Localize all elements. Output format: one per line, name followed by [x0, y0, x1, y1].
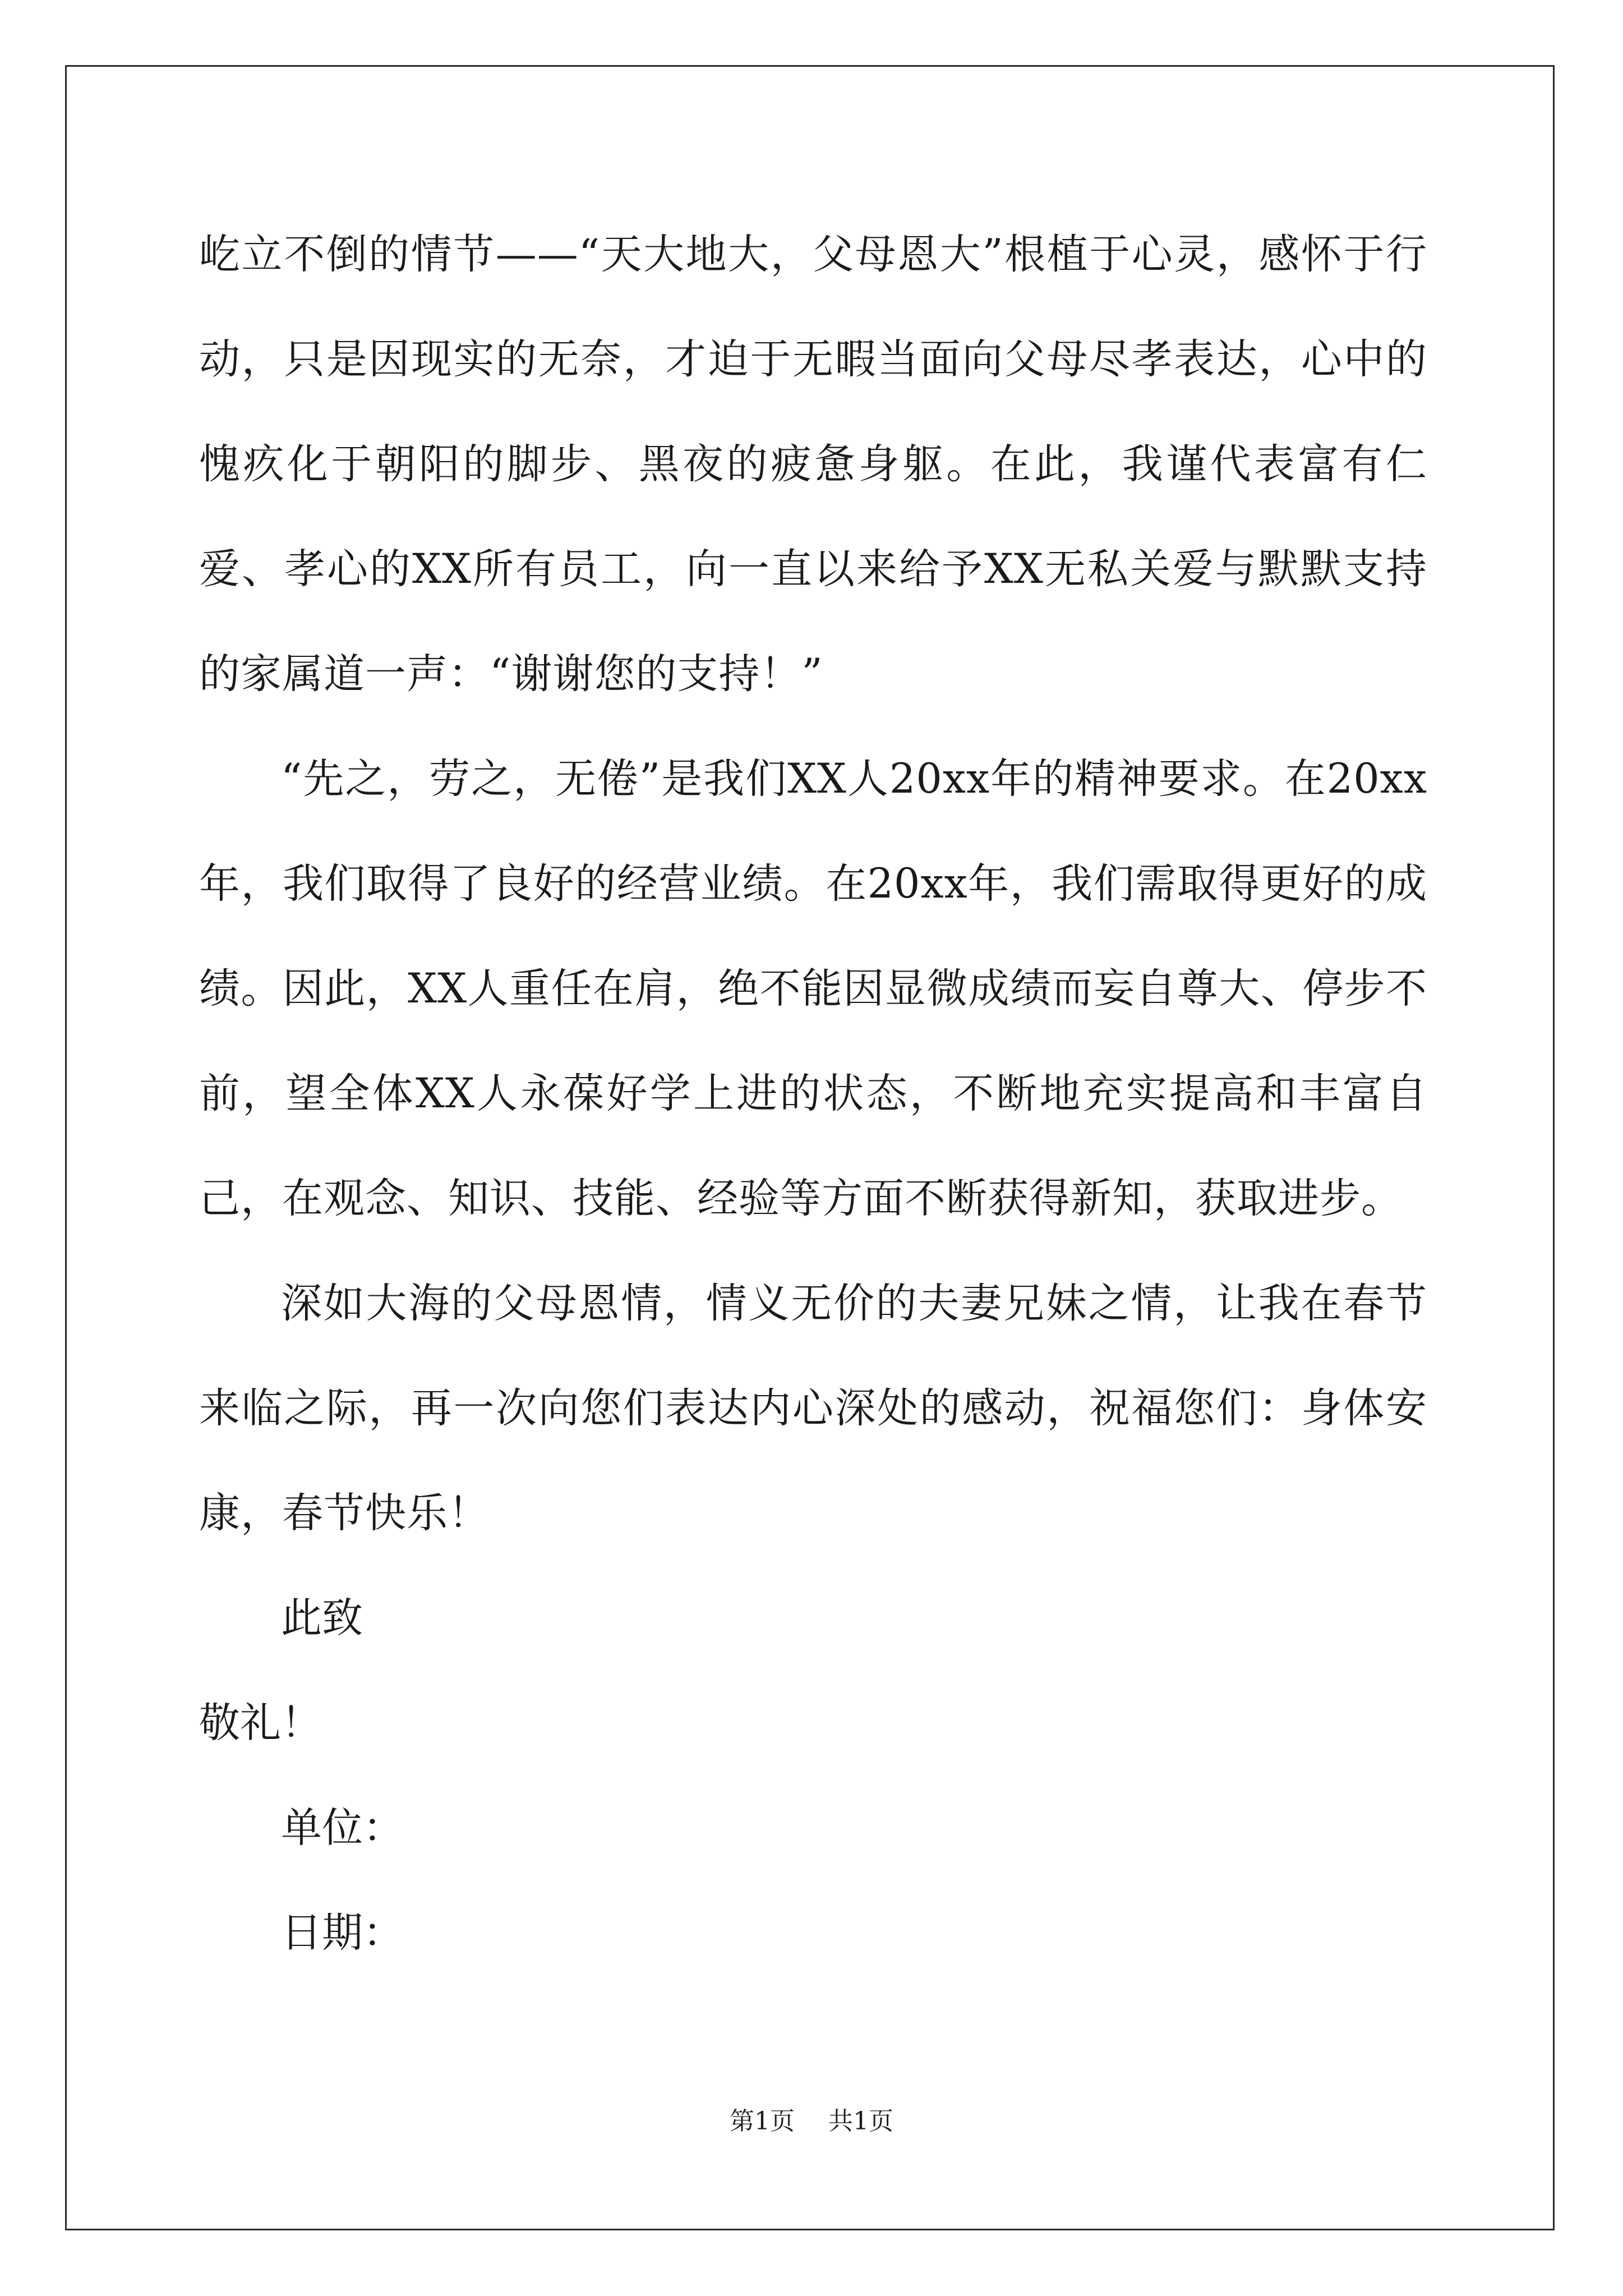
paragraph-spirit: “先之，劳之，无倦”是我们XX人20xx年的精神要求。在20xx年，我们取得了良好的经营业绩。在20xx年，我们需取得更好的成绩。因此，XX人重任在肩，绝不能因显微成绩而妄自尊大、停步不前，望全体XX人永葆好学上进的状态，不断地充实提高和丰富自己，在观念、知识、技能、经验等方面不断获得新知，获取进步。 [199, 755, 1427, 1222]
paragraph-thanks: 屹立不倒的情节——“天大地大，父母恩大”根植于心灵，感怀于行动，只是因现实的无奈，才迫于无暇当面向父母尽孝表达，心中的愧疚化于朝阳的脚步、黑夜的疲惫身躯。在此，我谨代表富有仁爱、孝心的XX所有员工，向一直以来给予XX无私关爱与默默支持的家属道一声：“谢谢您的支持！” [199, 231, 1427, 698]
closing-regards: 敬礼！ [199, 1699, 322, 1747]
page-footer [0, 2105, 1623, 2138]
signature-unit: 单位： [281, 1804, 404, 1852]
page-total: 共1页 [828, 2107, 893, 2136]
paragraph-blessing: 深如大海的父母恩情，情义无价的夫妻兄妹之情，让我在春节来临之际，再一次向您们表达内心深处的感动，祝福您们：身体安康，春节快乐！ [199, 1280, 1427, 1537]
document-body [199, 202, 1427, 1985]
closing-salutation: 此致 [281, 1594, 363, 1642]
signature-date: 日期： [281, 1909, 404, 1957]
page-number: 第1页 [730, 2107, 795, 2136]
